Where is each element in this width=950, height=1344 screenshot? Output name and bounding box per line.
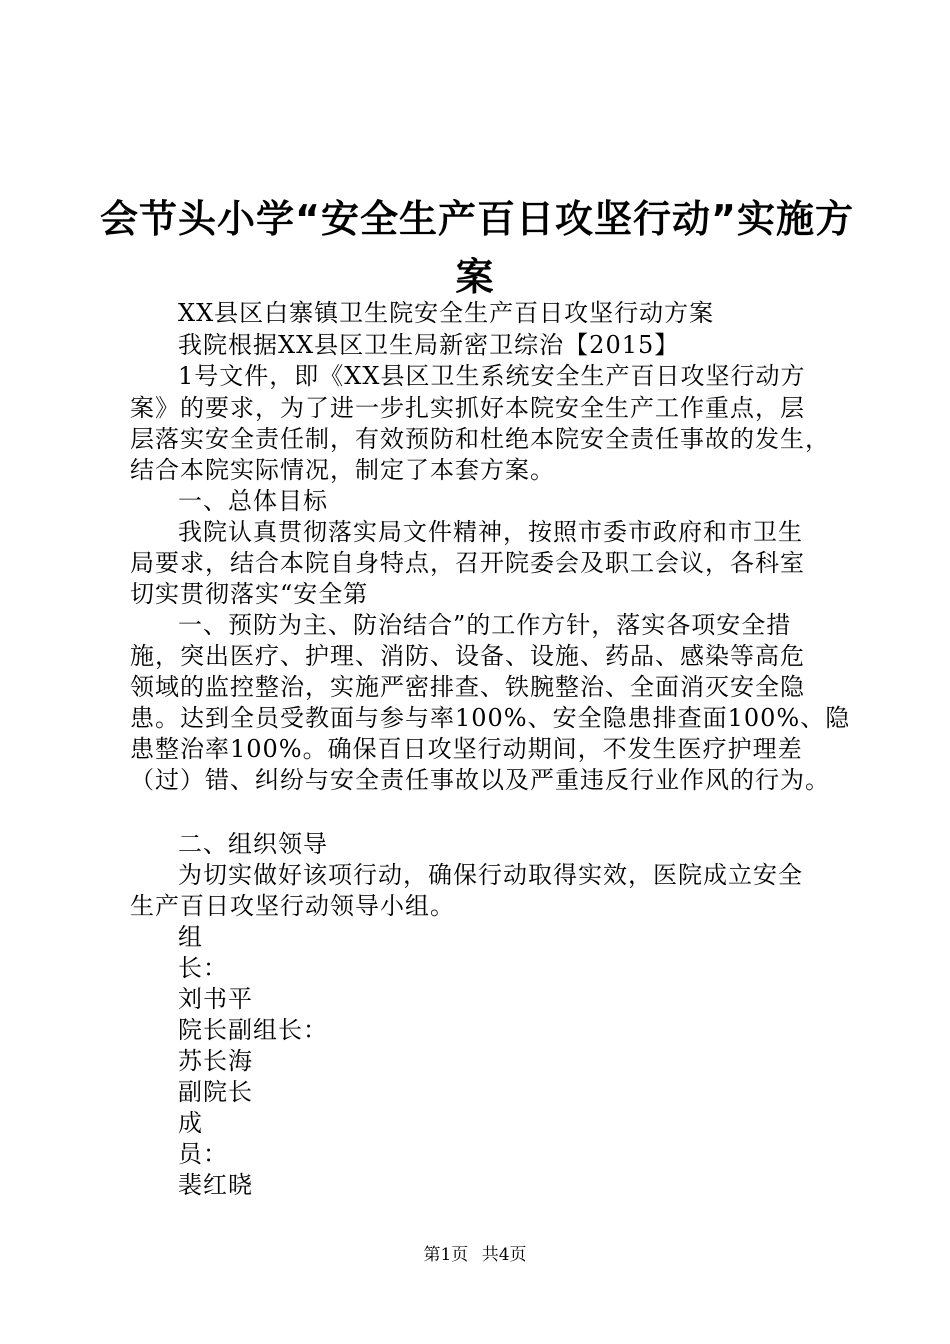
- paragraph-line: 组: [178, 923, 203, 951]
- paragraph-line: XX县区白寨镇卫生院安全生产百日攻坚行动方案: [178, 299, 715, 327]
- document-title-line-2: 案: [455, 255, 495, 299]
- paragraph-line: 为切实做好该项行动，确保行动取得实效，医院成立安全: [178, 861, 803, 889]
- paragraph-line: 领域的监控整治，实施严密排查、铁腕整治、全面消灭安全隐: [130, 673, 805, 701]
- page-number: 第1页: [423, 1245, 469, 1265]
- paragraph-line: 员：: [178, 1140, 228, 1168]
- paragraph-line: 成: [178, 1109, 203, 1137]
- paragraph-line: 苏长海: [178, 1047, 253, 1075]
- paragraph-line: 院长副组长：: [178, 1016, 328, 1044]
- paragraph-line: （过）错、纠纷与安全责任事故以及严重违反行业作风的行为。: [130, 766, 830, 794]
- paragraph-line: 一、预防为主、防治结合”的工作方针，落实各项安全措: [178, 611, 792, 639]
- paragraph-line: 副院长: [178, 1078, 253, 1106]
- paragraph-line: 我院认真贯彻落实局文件精神，按照市委市政府和市卫生: [178, 518, 803, 546]
- paragraph-line: 生产百日攻坚行动领导小组。: [130, 892, 455, 920]
- paragraph-line: 患。达到全员受教面与参与率100%、安全隐患排查面100%、隐: [130, 704, 851, 732]
- paragraph-line: 施，突出医疗、护理、消防、设备、设施、药品、感染等高危: [130, 642, 805, 670]
- paragraph-line: 刘书平: [178, 985, 253, 1013]
- section-heading: 二、组织领导: [178, 830, 328, 858]
- paragraph-line: 裴红晓: [178, 1171, 253, 1199]
- paragraph-line: 我院根据XX县区卫生局新密卫综治【2015】: [178, 331, 680, 359]
- paragraph-line: 局要求，结合本院自身特点，召开院委会及职工会议，各科室: [130, 549, 805, 577]
- paragraph-line: 长：: [178, 954, 228, 982]
- paragraph-line: 结合本院实际情况，制定了本套方案。: [130, 456, 555, 484]
- paragraph-line: 案》的要求，为了进一步扎实抓好本院安全生产工作重点，层: [130, 394, 805, 422]
- document-title-line-1: 会节头小学“安全生产百日攻坚行动”实施方: [100, 197, 854, 241]
- paragraph-line: 患整治率100%。确保百日攻坚行动期间，不发生医疗护理差: [130, 735, 803, 763]
- paragraph-line: 1号文件，即《XX县区卫生系统安全生产百日攻坚行动方: [178, 362, 806, 390]
- page-total: 共4页: [481, 1245, 527, 1265]
- section-heading: 一、总体目标: [178, 487, 328, 515]
- paragraph-line: 层落实安全责任制，有效预防和杜绝本院安全责任事故的发生，: [130, 425, 830, 453]
- page-footer: [0, 1240, 950, 1265]
- paragraph-line: 切实贯彻落实“安全第: [130, 580, 369, 608]
